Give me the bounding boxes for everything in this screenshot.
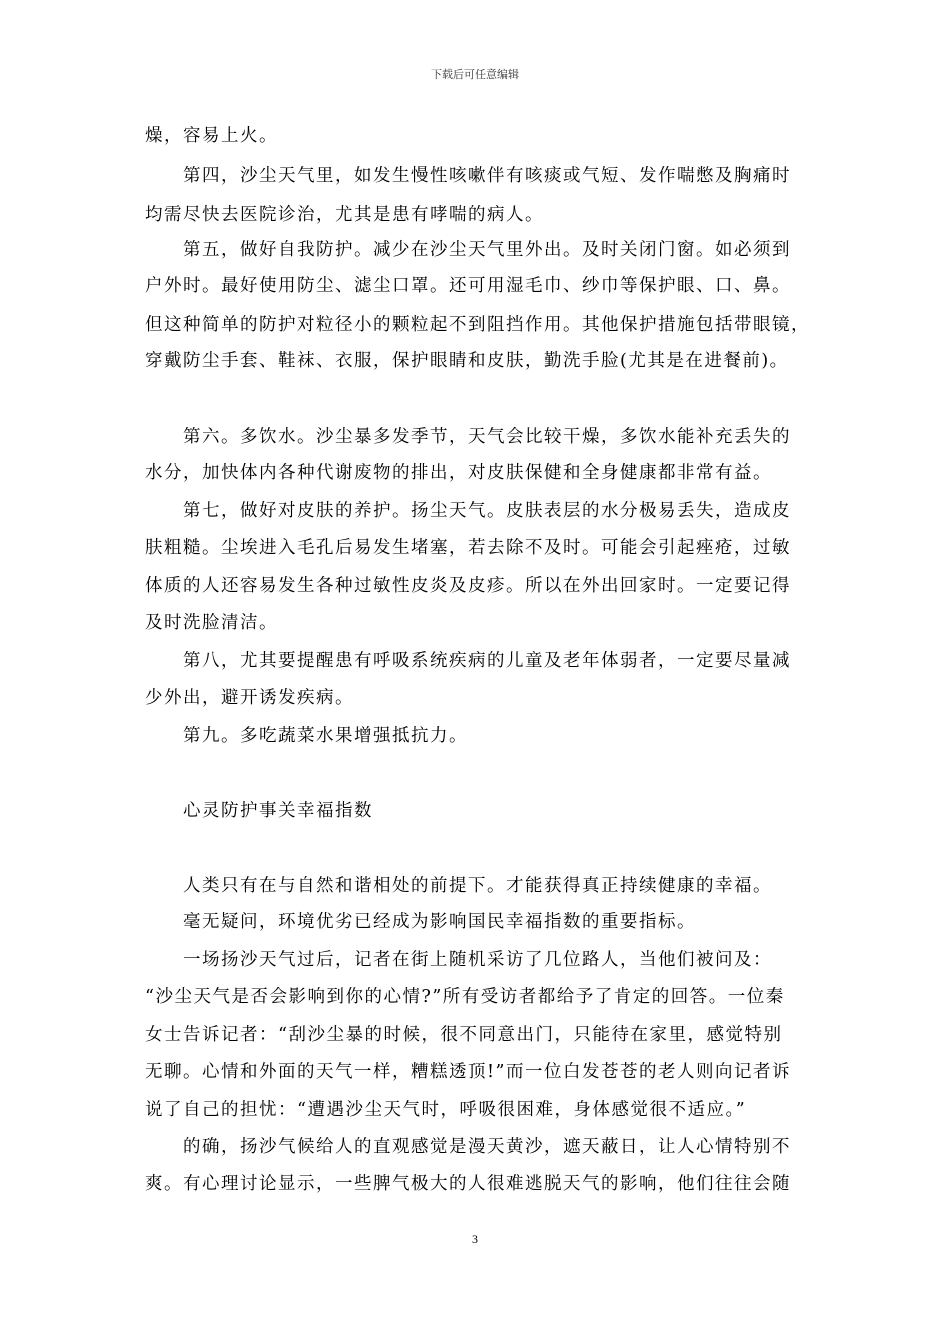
paragraph-line: 女士告诉记者：“刮沙尘暴的时候，很不同意出门，只能待在家里，感觉特别	[145, 1025, 783, 1045]
paragraph-line: “沙尘天气是否会影响到你的心情?”所有受访者都给予了肯定的回答。一位秦	[145, 987, 785, 1007]
paragraph-line: 毫无疑问，环境优劣已经成为影响国民幸福指数的重要指标。	[183, 912, 696, 932]
page-number: 3	[472, 1232, 478, 1246]
section-heading: 心灵防护事关幸福指数	[183, 801, 373, 821]
paragraph-line: 及时洗脸清洁。	[145, 613, 278, 633]
paragraph-line: 第七，做好对皮肤的养护。扬尘天气。皮肤表层的水分极易丢失，造成皮	[183, 501, 791, 521]
paragraph-line: 穿戴防尘手套、鞋袜、衣服，保护眼睛和皮肤，勤洗手脸(尤其是在进餐前)。	[145, 351, 789, 371]
paragraph-line: 一场扬沙天气过后，记者在街上随机采访了几位路人，当他们被问及：	[183, 950, 772, 970]
paragraph-line: 第八，尤其要提醒患有呼吸系统疾病的儿童及老年体弱者，一定要尽量减	[183, 651, 791, 671]
paragraph-line: 第九。多吃蔬菜水果增强抵抗力。	[183, 726, 468, 746]
paragraph-line: 少外出，避开诱发疾病。	[145, 688, 354, 708]
paragraph-line: 水分，加快体内各种代谢废物的排出，对皮肤保健和全身健康都非常有益。	[145, 463, 772, 483]
paragraph-line: 人类只有在与自然和谐相处的前提下。才能获得真正持续健康的幸福。	[183, 876, 772, 896]
paragraph-line: 的确，扬沙气候给人的直观感觉是漫天黄沙，遮天蔽日，让人心情特别不	[183, 1137, 791, 1157]
page-header: 下载后可任意编辑	[431, 68, 519, 81]
paragraph-line: 说了自己的担忧：“遭遇沙尘天气时，呼吸很困难，身体感觉很不适应。”	[145, 1100, 747, 1120]
paragraph-line: 燥，容易上火。	[145, 126, 278, 146]
paragraph-line: 第四，沙尘天气里，如发生慢性咳嗽伴有咳痰或气短、发作喘憋及胸痛时	[183, 166, 791, 186]
paragraph-line: 但这种简单的防护对粒径小的颗粒起不到阻挡作用。其他保护措施包括带眼镜，	[145, 315, 810, 335]
paragraph-line: 第五，做好自我防护。减少在沙尘天气里外出。及时关闭门窗。如必须到	[183, 240, 791, 260]
paragraph-line: 均需尽快去医院诊治，尤其是患有哮喘的病人。	[145, 205, 544, 225]
paragraph-line: 第六。多饮水。沙尘暴多发季节，天气会比较干燥，多饮水能补充丢失的	[183, 427, 791, 447]
paragraph-line: 肤粗糙。尘埃进入毛孔后易发生堵塞，若去除不及时。可能会引起痤疮，过敏	[145, 538, 791, 558]
paragraph-line: 体质的人还容易发生各种过敏性皮炎及皮疹。所以在外出回家时。一定要记得	[145, 576, 791, 596]
paragraph-line: 无聊。心情和外面的天气一样，糟糕透顶!”而一位白发苍苍的老人则向记者诉	[145, 1062, 791, 1082]
paragraph-line: 爽。有心理讨论显示，一些脾气极大的人很难逃脱天气的影响，他们往往会随	[145, 1174, 791, 1194]
paragraph-line: 户外时。最好使用防尘、滤尘口罩。还可用湿毛巾、纱巾等保护眼、口、鼻。	[145, 276, 791, 296]
